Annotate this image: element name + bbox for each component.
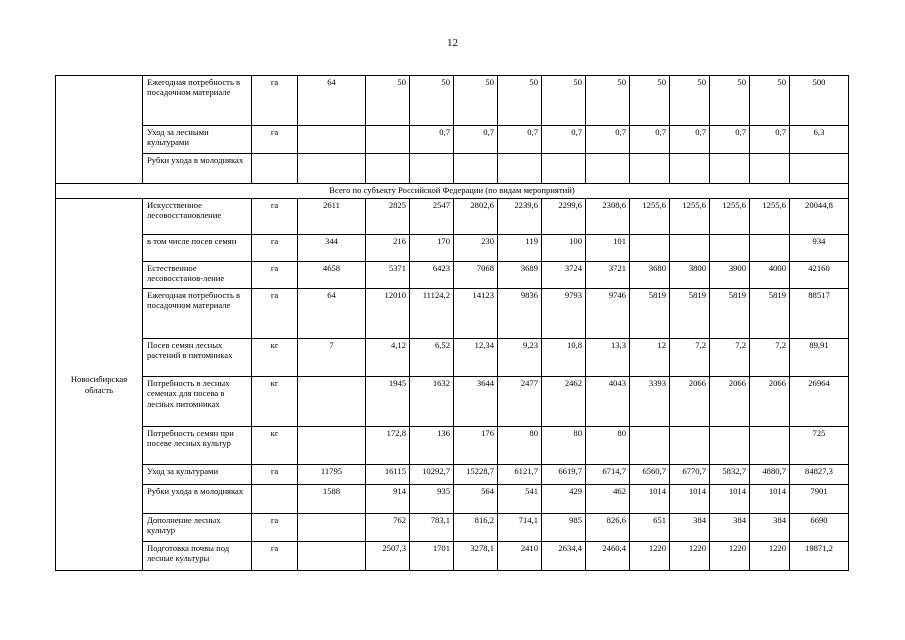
value-cell: 384 xyxy=(750,514,790,542)
value-cell: 0,7 xyxy=(410,126,454,154)
table-row xyxy=(56,485,849,514)
value-cell: 26964 xyxy=(790,377,849,427)
value-cell xyxy=(630,427,670,465)
value-cell: 3680 xyxy=(630,262,670,289)
row-unit: га xyxy=(252,126,298,154)
value-cell xyxy=(454,154,498,184)
value-cell: 88517 xyxy=(790,289,849,339)
value-cell: 651 xyxy=(630,514,670,542)
value-cell: 4043 xyxy=(586,377,630,427)
region-name: Новосибирская область xyxy=(56,199,143,571)
value-cell: 0,7 xyxy=(630,126,670,154)
value-cell: 6690 xyxy=(790,514,849,542)
row-name: Рубки ухода в молодняках xyxy=(143,154,252,184)
row-name: Ежегодная потребность в посадочном материале xyxy=(143,289,252,339)
row-name: Посев семян лесных растений в питомниках xyxy=(143,339,252,377)
value-cell: 6560,7 xyxy=(630,465,670,485)
value-cell: 0,7 xyxy=(586,126,630,154)
value-cell: 6,52 xyxy=(410,339,454,377)
row-name: Уход за культурами xyxy=(143,465,252,485)
value-cell xyxy=(366,154,410,184)
row-name: Уход за лесными культурами xyxy=(143,126,252,154)
section-title: Всего по субъекту Российской Федерации (по видам мероприятий) xyxy=(56,184,849,199)
value-cell: 2066 xyxy=(750,377,790,427)
value-cell: 1255,6 xyxy=(750,199,790,235)
value-cell: 6770,7 xyxy=(670,465,710,485)
value-cell xyxy=(710,427,750,465)
value-cell: 5819 xyxy=(630,289,670,339)
value-cell: 1588 xyxy=(298,485,366,514)
value-cell: 5371 xyxy=(366,262,410,289)
row-unit: кг xyxy=(252,377,298,427)
value-cell: 100 xyxy=(542,235,586,262)
value-cell: 2460,4 xyxy=(586,542,630,571)
value-cell: 429 xyxy=(542,485,586,514)
row-unit: га xyxy=(252,465,298,485)
value-cell: 985 xyxy=(542,514,586,542)
table-row xyxy=(56,377,849,427)
value-cell: 50 xyxy=(586,76,630,126)
value-cell: 462 xyxy=(586,485,630,514)
value-cell xyxy=(750,427,790,465)
row-name: Искусственное лесовосстановление xyxy=(143,199,252,235)
value-cell: 2477 xyxy=(498,377,542,427)
value-cell: 50 xyxy=(366,76,410,126)
value-cell: 6121,7 xyxy=(498,465,542,485)
row-unit: га xyxy=(252,542,298,571)
value-cell: 9836 xyxy=(498,289,542,339)
value-cell xyxy=(298,514,366,542)
value-cell: 12,34 xyxy=(454,339,498,377)
value-cell xyxy=(298,542,366,571)
value-cell xyxy=(498,154,542,184)
table-row xyxy=(56,542,849,571)
value-cell: 7068 xyxy=(454,262,498,289)
value-cell: 6619,7 xyxy=(542,465,586,485)
value-cell: 5819 xyxy=(750,289,790,339)
value-cell: 564 xyxy=(454,485,498,514)
value-cell: 2066 xyxy=(670,377,710,427)
value-cell: 0,7 xyxy=(542,126,586,154)
value-cell: 1945 xyxy=(366,377,410,427)
table-row xyxy=(56,465,849,485)
value-cell: 3900 xyxy=(710,262,750,289)
value-cell: 84827,3 xyxy=(790,465,849,485)
value-cell: 2239,6 xyxy=(498,199,542,235)
value-cell xyxy=(670,154,710,184)
row-unit: кг xyxy=(252,339,298,377)
table-row xyxy=(56,289,849,339)
value-cell: 2611 xyxy=(298,199,366,235)
value-cell: 1255,6 xyxy=(710,199,750,235)
row-name: Подготовка почвы под лесные культуры xyxy=(143,542,252,571)
value-cell xyxy=(790,154,849,184)
value-cell: 1255,6 xyxy=(670,199,710,235)
row-name: Ежегодная потребность в посадочном материале xyxy=(143,76,252,126)
value-cell: 4880,7 xyxy=(750,465,790,485)
value-cell: 384 xyxy=(670,514,710,542)
page-number: 12 xyxy=(447,37,458,49)
value-cell xyxy=(670,427,710,465)
value-cell: 4,12 xyxy=(366,339,410,377)
value-cell: 6423 xyxy=(410,262,454,289)
value-cell: 541 xyxy=(498,485,542,514)
value-cell: 16115 xyxy=(366,465,410,485)
row-unit: га xyxy=(252,235,298,262)
table-row xyxy=(56,126,849,154)
value-cell: 9746 xyxy=(586,289,630,339)
value-cell: 0,7 xyxy=(454,126,498,154)
row-name: в том числе посев семян xyxy=(143,235,252,262)
value-cell: 1701 xyxy=(410,542,454,571)
region-cell-empty xyxy=(56,76,143,184)
row-name: Рубки ухода в молодняках xyxy=(143,485,252,514)
value-cell: 9,23 xyxy=(498,339,542,377)
value-cell: 7,2 xyxy=(750,339,790,377)
forest-restoration-table xyxy=(55,75,849,571)
value-cell: 3689 xyxy=(498,262,542,289)
value-cell xyxy=(710,154,750,184)
value-cell: 1632 xyxy=(410,377,454,427)
value-cell: 0,7 xyxy=(750,126,790,154)
table-row xyxy=(56,339,849,377)
value-cell: 0,7 xyxy=(670,126,710,154)
value-cell: 1220 xyxy=(750,542,790,571)
value-cell: 7,2 xyxy=(710,339,750,377)
value-cell: 714,1 xyxy=(498,514,542,542)
value-cell: 172,8 xyxy=(366,427,410,465)
value-cell: 1014 xyxy=(710,485,750,514)
value-cell: 725 xyxy=(790,427,849,465)
value-cell: 0,7 xyxy=(498,126,542,154)
value-cell: 1220 xyxy=(710,542,750,571)
value-cell: 1220 xyxy=(670,542,710,571)
value-cell: 4658 xyxy=(298,262,366,289)
value-cell: 12010 xyxy=(366,289,410,339)
value-cell: 5819 xyxy=(670,289,710,339)
value-cell: 5832,7 xyxy=(710,465,750,485)
value-cell: 80 xyxy=(498,427,542,465)
value-cell xyxy=(750,154,790,184)
value-cell: 7901 xyxy=(790,485,849,514)
value-cell: 80 xyxy=(542,427,586,465)
value-cell: 101 xyxy=(586,235,630,262)
value-cell: 50 xyxy=(710,76,750,126)
value-cell: 816,2 xyxy=(454,514,498,542)
value-cell xyxy=(710,235,750,262)
value-cell: 344 xyxy=(298,235,366,262)
table-row xyxy=(56,262,849,289)
table-row xyxy=(56,76,849,126)
value-cell: 119 xyxy=(498,235,542,262)
row-name: Потребность семян при посеве лесных культур xyxy=(143,427,252,465)
value-cell xyxy=(366,126,410,154)
value-cell: 14123 xyxy=(454,289,498,339)
table-row xyxy=(56,427,849,465)
section-row xyxy=(56,184,849,199)
value-cell xyxy=(542,154,586,184)
value-cell: 50 xyxy=(542,76,586,126)
value-cell: 10,8 xyxy=(542,339,586,377)
value-cell: 6,3 xyxy=(790,126,849,154)
value-cell: 2308,6 xyxy=(586,199,630,235)
value-cell xyxy=(298,427,366,465)
value-cell: 42160 xyxy=(790,262,849,289)
value-cell: 11124,2 xyxy=(410,289,454,339)
value-cell: 1014 xyxy=(630,485,670,514)
value-cell: 3278,1 xyxy=(454,542,498,571)
value-cell: 15228,7 xyxy=(454,465,498,485)
value-cell: 89,91 xyxy=(790,339,849,377)
row-unit: га xyxy=(252,76,298,126)
value-cell: 50 xyxy=(750,76,790,126)
row-unit: га xyxy=(252,289,298,339)
value-cell: 7 xyxy=(298,339,366,377)
value-cell: 6714,7 xyxy=(586,465,630,485)
value-cell: 2066 xyxy=(710,377,750,427)
value-cell: 13,3 xyxy=(586,339,630,377)
value-cell xyxy=(586,154,630,184)
value-cell xyxy=(630,235,670,262)
value-cell: 4000 xyxy=(750,262,790,289)
value-cell: 1014 xyxy=(750,485,790,514)
value-cell: 2825 xyxy=(366,199,410,235)
value-cell: 783,1 xyxy=(410,514,454,542)
value-cell: 500 xyxy=(790,76,849,126)
value-cell: 216 xyxy=(366,235,410,262)
value-cell: 80 xyxy=(586,427,630,465)
value-cell: 10292,7 xyxy=(410,465,454,485)
value-cell: 7,2 xyxy=(670,339,710,377)
value-cell: 12 xyxy=(630,339,670,377)
value-cell: 1220 xyxy=(630,542,670,571)
value-cell: 20044,8 xyxy=(790,199,849,235)
row-name: Дополнение лесных культур xyxy=(143,514,252,542)
value-cell: 3724 xyxy=(542,262,586,289)
value-cell xyxy=(670,235,710,262)
row-name: Естественное лесовосстанов-ление xyxy=(143,262,252,289)
value-cell: 1014 xyxy=(670,485,710,514)
value-cell xyxy=(298,154,366,184)
value-cell: 3721 xyxy=(586,262,630,289)
value-cell: 64 xyxy=(298,76,366,126)
table-row xyxy=(56,514,849,542)
row-unit: га xyxy=(252,262,298,289)
table-row xyxy=(56,154,849,184)
value-cell: 5819 xyxy=(710,289,750,339)
value-cell: 64 xyxy=(298,289,366,339)
value-cell: 935 xyxy=(410,485,454,514)
value-cell: 914 xyxy=(366,485,410,514)
value-cell: 50 xyxy=(410,76,454,126)
value-cell xyxy=(298,126,366,154)
value-cell: 50 xyxy=(670,76,710,126)
row-unit xyxy=(252,154,298,184)
value-cell: 1255,6 xyxy=(630,199,670,235)
value-cell: 2547 xyxy=(410,199,454,235)
value-cell: 2462 xyxy=(542,377,586,427)
value-cell: 136 xyxy=(410,427,454,465)
value-cell: 50 xyxy=(630,76,670,126)
value-cell: 762 xyxy=(366,514,410,542)
value-cell: 2299,6 xyxy=(542,199,586,235)
value-cell: 0,7 xyxy=(710,126,750,154)
value-cell: 230 xyxy=(454,235,498,262)
value-cell: 384 xyxy=(710,514,750,542)
value-cell: 9793 xyxy=(542,289,586,339)
value-cell: 3393 xyxy=(630,377,670,427)
row-unit xyxy=(252,485,298,514)
row-unit: га xyxy=(252,199,298,235)
value-cell: 3644 xyxy=(454,377,498,427)
value-cell xyxy=(410,154,454,184)
value-cell: 11795 xyxy=(298,465,366,485)
value-cell: 3800 xyxy=(670,262,710,289)
value-cell: 19871,2 xyxy=(790,542,849,571)
value-cell xyxy=(750,235,790,262)
value-cell xyxy=(630,154,670,184)
row-unit: га xyxy=(252,514,298,542)
row-name: Потребность в лесных семенах для посева в лесных питомниках xyxy=(143,377,252,427)
value-cell: 176 xyxy=(454,427,498,465)
value-cell: 2410 xyxy=(498,542,542,571)
value-cell: 2634,4 xyxy=(542,542,586,571)
value-cell: 50 xyxy=(498,76,542,126)
value-cell: 50 xyxy=(454,76,498,126)
value-cell: 934 xyxy=(790,235,849,262)
table-row xyxy=(56,199,849,235)
value-cell: 2802,6 xyxy=(454,199,498,235)
value-cell xyxy=(298,377,366,427)
table-row xyxy=(56,235,849,262)
row-unit: кг xyxy=(252,427,298,465)
value-cell: 826,6 xyxy=(586,514,630,542)
value-cell: 170 xyxy=(410,235,454,262)
value-cell: 2507,3 xyxy=(366,542,410,571)
